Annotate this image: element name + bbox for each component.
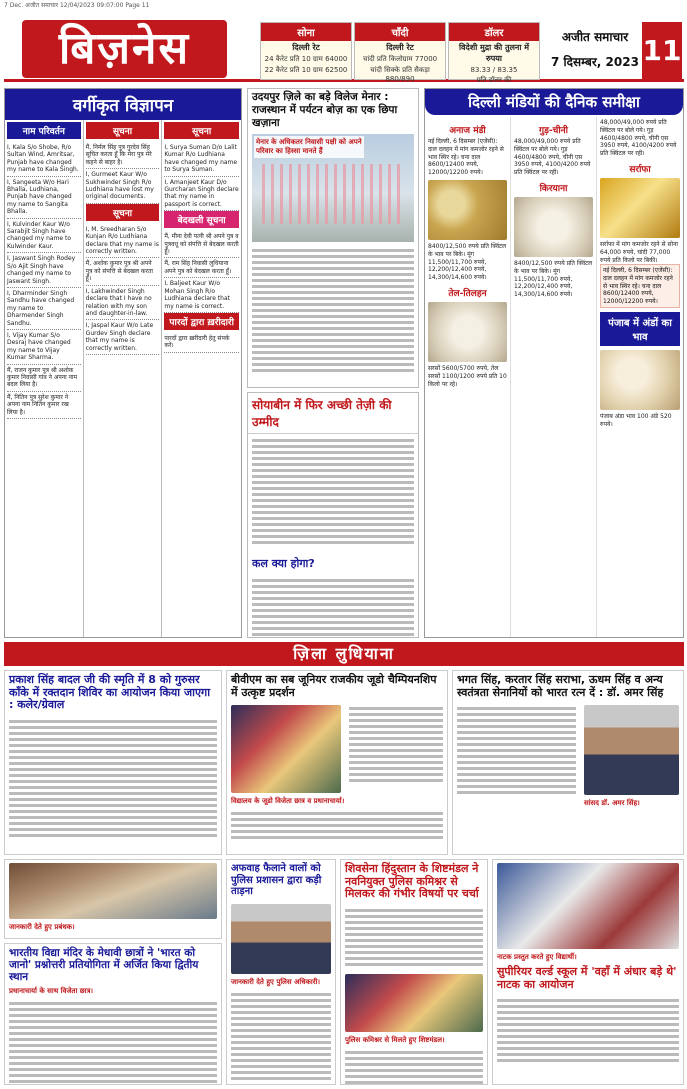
classifieds-tag: सूचना — [164, 122, 239, 139]
classified-ad: I, Amanjeet Kaur D/o Gurcharan Singh declare that my name in passport is correct. — [164, 177, 239, 212]
story-headline: शिवसेना हिंदुस्तान के शिष्टमंडल ने नवनियुक्त पुलिस कमिश्नर से मिलकर की गंभीर विषयों पर चर्चा — [345, 862, 479, 901]
classified-ad: I, Dharminder Singh Sandhu have changed my name to Dharmender Singh Sandhu. — [7, 288, 81, 330]
classified-ad: मैं, मीना देवी पत्नी श्री अपने पुत्र व पुत्रवधू को संपत्ति से बेदखल करती हूँ। — [164, 231, 239, 258]
gold-photo — [600, 178, 680, 238]
story-quiz — [4, 943, 222, 1085]
classifieds-tag: पारदों द्वारा ख़रीदारी — [164, 313, 239, 330]
delegation-photo — [345, 974, 483, 1032]
blood-donation-photo — [9, 863, 217, 919]
photo-caption: जानकारी देते हुए पुलिस अधिकारी। — [231, 977, 321, 986]
gold-rate-box — [260, 22, 352, 80]
classified-ad: I, Baljeet Kaur W/o Mohan Singh R/o Ludhiana declare that my name is correct. — [164, 278, 239, 313]
photo-caption: प्रधानाचार्या के साथ विजेता छात्र। — [9, 987, 94, 996]
classified-ad: मैं, राम सिंह निवासी लुधियाना अपने पुत्र को बेदखल करता हूँ। — [164, 258, 239, 278]
story-body — [5, 997, 221, 1085]
classified-ad: I, Sangeeta W/o Hari Bhalla, Ludhiana, Punjab have changed my name to Sangita Bhalla. — [7, 177, 81, 219]
mandi-text: 48,000/49,000 रुपये प्रति क्विंटल पर बोले गये। गुड़ 4600/4800 रुपये, चीनी एस 3950 रुपये, 4100/4200 रुपये प्रति क्विंटल पर रही। — [514, 138, 591, 177]
police-officer-photo — [231, 904, 331, 974]
mandi-tag: किरयाना — [539, 183, 568, 194]
story-body — [248, 574, 418, 638]
classifieds-title: वर्गीकृत विज्ञापन — [5, 89, 241, 120]
photo-caption: जानकारी देते हुए प्रबंधक। — [9, 923, 75, 931]
dollar-sub: विदेशी मुद्रा की तुलना में रुपया — [458, 43, 530, 63]
section-logo: बिज़नेस — [22, 20, 227, 78]
story-body — [453, 702, 580, 809]
story-headline: सुपीरियर वर्ल्ड स्कूल में 'वहाँ में अंधार बड़े थे' नाटक का आयोजन — [497, 965, 677, 991]
edition-date: 7 दिसम्बर, 2023 — [551, 55, 639, 69]
page-number: 11 — [642, 22, 682, 80]
classifieds-tag: सूचना — [86, 122, 160, 139]
mandi-column — [511, 117, 597, 637]
story-quote: मेनार के अधिकतर निवासी पक्षी को अपने परिवार का हिस्सा मानते हैं — [254, 136, 364, 158]
story-headline: उदयपुर ज़िले का बड़े विलेज मेनार : राजस्थान में पर्यटन बोज़ का एक छिपा खज़ाना — [252, 91, 398, 129]
classified-ad: I, Kulvinder Kaur W/o Sarabjit Singh have changed my name to Kulwinder Kaur. — [7, 219, 81, 254]
story-subheading: कल क्या होगा? — [252, 557, 315, 570]
dollar-line: 83.33 / 83.35 — [470, 66, 518, 74]
classified-ad: I, Surya Suman D/o Lalit Kumar R/o Ludhiana have changed my name to Surya Suman. — [164, 142, 239, 177]
menar-story — [247, 88, 419, 388]
story-headline: प्रकाश सिंह बादल जी की स्मृति में 8 को गुरुसर काँके में रक्तदान शिविर का आयोजन किया जाएगा : कलेर/ग्रेवाल — [9, 673, 211, 712]
story-blood-donation — [4, 670, 222, 855]
photo-caption: नाटक प्रस्तुत करते हुए विद्यार्थी। — [497, 953, 577, 961]
silver-line: चांदी सिक्के प्रति सैकड़ा 880/890 — [370, 66, 430, 83]
classifieds-section — [4, 88, 242, 638]
classified-ad: मैं, राजन कुमार पुत्र श्री अशोक कुमार निवासी गांव ने अपना नाम बदल लिया है। — [7, 365, 81, 392]
story-body — [248, 434, 418, 549]
gold-sub: दिल्ली रेट — [292, 43, 320, 52]
story-judo — [226, 670, 448, 855]
spices-photo — [514, 197, 593, 257]
classifieds-column — [84, 120, 163, 638]
story-headline: अफवाह फैलाने वालों को पुलिस प्रशासन द्वारा कड़ी ताड़ना — [231, 863, 322, 897]
flamingo-image — [262, 164, 404, 224]
mandi-tag: अनाज मंडी — [449, 126, 486, 136]
classifieds-column — [162, 120, 241, 638]
story-shiv-sena — [340, 859, 488, 1085]
edition-name: अजीत समाचार — [561, 30, 629, 44]
gold-line: 24 कैरेट प्रति 10 ग्राम 64000 — [264, 55, 348, 63]
story-body — [5, 715, 221, 842]
story-body — [341, 1046, 487, 1085]
story-body — [227, 988, 335, 1085]
classified-ad: पारदों द्वारा ख़रीदारी हेतु संपर्क करें। — [164, 333, 239, 353]
dollar-label: डॉलर — [449, 23, 539, 41]
blood-donation-photo-block — [4, 859, 222, 939]
judo-team-photo — [231, 705, 341, 793]
classified-ad: मैं, निर्मल सिंह पुत्र गुरदेव सिंह सूचित करता हूँ कि मेरा पुत्र मेरे कहने से बाहर है। — [86, 142, 160, 169]
mandi-text: सर्राफा में मांग कमजोर रहने से सोना 64,000 रुपये, चांदी 77,000 रुपये प्रति किलो पर बिकी। — [600, 240, 678, 264]
story-headline: बीवीएम का सब जूनियर राजकीय जूडो चैम्पियनशिप में उत्कृष्ट प्रदर्शन — [231, 673, 437, 699]
mandi-text: 8400/12,500 रुपये प्रति क्विंटल के भाव पर बिके। मूंग 11,500/11,700 रुपये, 12,200/12,400 रुपये, 14,300/14,600 रुपये। — [514, 259, 593, 299]
story-play — [492, 859, 684, 1085]
mandi-text: पंजाब अंडा भाव 100 अंडे 520 रुपये। — [600, 413, 672, 429]
price-box: नई दिल्ली, 6 दिसम्बर (एजेंसी): दाल दलहन में मांग कमजोर रहने से भाव स्थिर रहे। चना दाल 8600/12400 रुपये, 12000/12200 रुपये। — [600, 264, 680, 308]
mandi-text: 8400/12,500 रुपये प्रति क्विंटल के भाव पर बिके। मूंग 11,500/11,700 रुपये, 12,200/12,400 रुपये, 14,300/14,600 रुपये। — [428, 242, 507, 282]
dollar-line: प्रति डॉलर की — [476, 76, 512, 84]
silver-label: चाँदी — [355, 23, 445, 41]
mandi-text: सरसों 5600/5700 रुपये, तेल सरसों 1100/1200 रुपये प्रति 10 किलो पर रहे। — [428, 364, 507, 388]
birds-photo — [252, 134, 414, 242]
gold-line: 22 कैरेट प्रति 10 ग्राम 62500 — [264, 66, 348, 74]
soybean-story — [247, 392, 419, 638]
silver-line: चांदी प्रति किलोग्राम 77000 — [362, 55, 438, 63]
mandi-tag: गुड़-चीनी — [539, 126, 568, 136]
photo-caption: विद्यालय के जूडो विजेता छात्र व प्रधानाचार्या। — [231, 797, 345, 806]
classifieds-column — [5, 120, 84, 638]
story-headline: सोयाबीन में फिर अच्छी तेज़ी की उम्मीद — [248, 393, 418, 434]
story-body — [248, 244, 418, 377]
mandi-tag: सर्राफा — [629, 164, 651, 175]
silver-rate-box — [354, 22, 446, 83]
masthead — [4, 12, 684, 82]
classified-ad: I, Jaswant Singh Rodey S/o Ajit Singh have changed my name to Jaswant Singh. — [7, 253, 81, 288]
grain-photo — [428, 180, 507, 240]
mandi-review-section — [424, 88, 684, 638]
classifieds-tag: नाम परिवर्तन — [7, 122, 81, 139]
story-bharat-ratna — [452, 670, 684, 855]
classified-ad: I, Gurmeet Kaur W/o Sukhwinder Singh R/o Ludhiana have lost my original documents. — [86, 169, 160, 204]
story-headline: भारतीय विद्या मंदिर के मेधावी छात्रों ने 'भारत को जानो' प्रश्नोत्तरी प्रतियोगिता में अर्जित किया द्वितीय स्थान — [9, 947, 199, 984]
classified-ad: I, M. Sreedharan S/o Kunjan R/o Ludhiana declare that my name is correctly written. — [86, 224, 160, 259]
photo-caption: पुलिस कमिश्नर से मिलते हुए शिष्टमंडल। — [345, 1035, 445, 1044]
mandi-column — [597, 117, 683, 637]
zila-ludhiana-banner: ज़िला लुधियाना — [4, 642, 684, 666]
story-body — [341, 904, 487, 971]
eggs-photo — [600, 350, 680, 410]
classified-ad: मैं, नितिन पुत्र सुरेश कुमार ने अपना नाम नितिन कुमार रख लिया है। — [7, 392, 81, 419]
story-headline: भगत सिंह, करतार सिंह सराभा, ऊधम सिंह व अन्य स्वतंत्रता सेनानियों को भारत रत्न दें : डॉ. अमर सिंह — [457, 673, 664, 699]
classified-ad: I, Lakhwinder Singh declare that I have no relation with my son and daughter-in-law. — [86, 286, 160, 321]
mandi-tag: पंजाब में अंडों का भाव — [600, 312, 680, 346]
story-rumours — [226, 859, 336, 1085]
classified-ad: मैं, अशोक कुमार पुत्र श्री अपने पुत्र को संपत्ति से बेदखल करता हूँ। — [86, 258, 160, 285]
photo-caption: सांसद डॉ. अमर सिंह। — [584, 799, 640, 808]
silver-sub: दिल्ली रेट — [386, 43, 414, 52]
classified-ad: I, Vijay Kumar S/o Desraj have changed my name to Vijay Kumar Sharma. — [7, 330, 81, 365]
classifieds-tag: बेदखली सूचना — [164, 211, 239, 228]
classifieds-tag: सूचना — [86, 204, 160, 221]
gold-label: सोना — [261, 23, 351, 41]
classified-ad: I, Jaspal Kaur W/o Late Gurdev Singh declare that my name is correctly written. — [86, 320, 160, 355]
page-info-strip: 7 Dec. अजीत समाचार 12/04/2023 09:07:00 Page 11 — [4, 2, 150, 9]
story-body — [345, 702, 447, 796]
rice-photo — [428, 302, 507, 362]
classified-ad: I, Kala S/o Shobe, R/o Sultan Wind, Amritsar, Punjab have changed my name to Kala Singh. — [7, 142, 81, 177]
mandi-tag: तेल-तिलहन — [448, 288, 487, 299]
story-body — [493, 994, 683, 1067]
mandi-title: दिल्ली मंडियों की दैनिक समीक्षा — [425, 89, 683, 115]
mandi-text: नई दिल्ली, 6 दिसम्बर (एजेंसी): दाल दलहन में मांग कमजोर रहने से भाव स्थिर रहे। चना दाल 8600/12400 रुपये, 12000/12200 रुपये। — [428, 138, 504, 177]
school-play-photo — [497, 863, 679, 949]
story-body — [227, 807, 447, 844]
mp-photo — [584, 705, 679, 795]
mandi-column — [425, 117, 511, 637]
dollar-rate-box — [448, 22, 540, 84]
edition-date-block — [550, 22, 640, 80]
mandi-text: 48,000/49,000 रुपये प्रति क्विंटल पर बोले गये। गुड़ 4600/4800 रुपये, चीनी एस 3950 रुपये, 4100/4200 रुपये प्रति क्विंटल पर रही। — [600, 119, 677, 158]
